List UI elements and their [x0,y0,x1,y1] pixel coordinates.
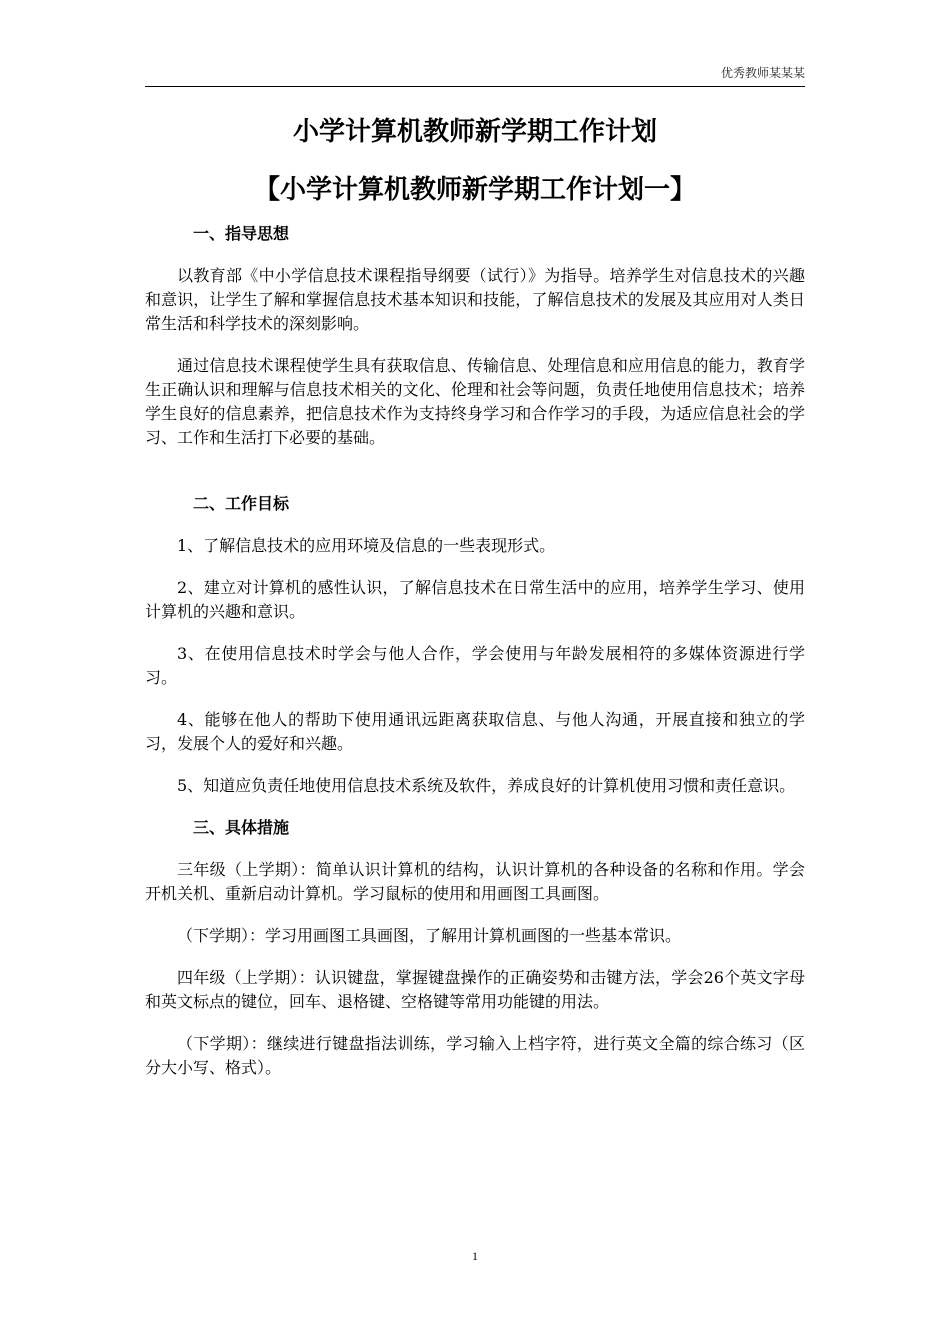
header-divider [145,86,805,87]
document-subtitle: 【小学计算机教师新学期工作计划一】 [253,175,696,205]
paragraph: 3、在使用信息技术时学会与他人合作，学会使用与年龄发展相符的多媒体资源进行学习。 [145,644,805,687]
paragraph: 以教育部《中小学信息技术课程指导纲要（试行）》为指导。培养学生对信息技术的兴趣和意识，让学生了解和掌握信息技术基本知识和技能，了解信息技术的发展及其应用对人类日常生活和科学技术的深刻影响。 [145,266,805,333]
paragraph: 通过信息技术课程使学生具有获取信息、传输信息、处理信息和应用信息的能力，教育学生正确认识和理解与信息技术相关的文化、伦理和社会等问题，负责任地使用信息技术；培养学生良好的信息素养，把信息技术作为支持终身学习和合作学习的手段，为适应信息社会的学习、工作和生活打下必要的基础。 [145,356,805,447]
paragraph: 4、能够在他人的帮助下使用通讯远距离获取信息、与他人沟通，开展直接和独立的学习，发展个人的爱好和兴趣。 [145,710,805,753]
section-heading-specific-measures: 三、具体措施 [193,818,290,837]
paragraph: 四年级（上学期）：认识键盘，掌握键盘操作的正确姿势和击键方法，学会26个英文字母和英文标点的键位，回车、退格键、空格键等常用功能键的用法。 [145,968,805,1011]
document-title: 小学计算机教师新学期工作计划 [292,117,657,147]
paragraph: （下学期）：学习用画图工具画图，了解用计算机画图的一些基本常识。 [177,926,682,945]
section-heading-guiding-ideology: 一、指导思想 [193,224,290,243]
page-number: 1 [472,1249,478,1263]
paragraph: 5、知道应负责任地使用信息技术系统及软件，养成良好的计算机使用习惯和责任意识。 [177,776,796,795]
section-heading-work-goals: 二、工作目标 [193,494,290,513]
paragraph: 三年级（上学期）：简单认识计算机的结构，认识计算机的各种设备的名称和作用。学会开机关机、重新启动计算机。学习鼠标的使用和用画图工具画图。 [145,860,805,903]
page-header-text: 优秀教师某某某 [720,66,805,80]
paragraph: 1、了解信息技术的应用环境及信息的一些表现形式。 [177,536,556,555]
paragraph: 2、建立对计算机的感性认识，了解信息技术在日常生活中的应用，培养学生学习、使用计算机的兴趣和意识。 [145,578,805,621]
document-body [145,112,805,1080]
paragraph: （下学期）：继续进行键盘指法训练，学习输入上档字符，进行英文全篇的综合练习（区分大小写、格式）。 [145,1034,805,1077]
